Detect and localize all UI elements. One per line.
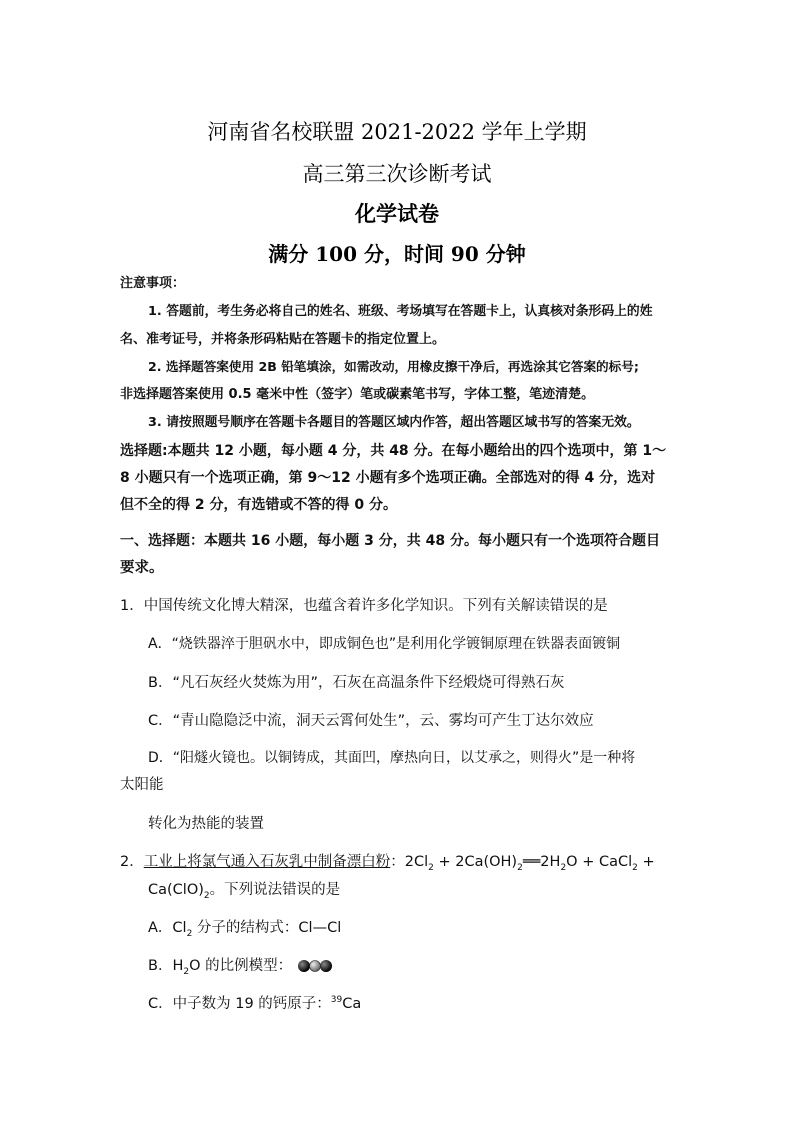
question-1-option-c: C．“青山隐隐泛中流，洞天云霄何处生”，云、雾均可产生丁达尔效应 (148, 713, 594, 729)
option-b-sub: 2 (183, 966, 190, 977)
option-b-part-2: O 的比例模型： (189, 958, 293, 974)
question-2-option-a (148, 916, 341, 939)
eq-part-3: 2H (540, 854, 561, 870)
eq-part-4: O + CaCl (566, 854, 633, 870)
stem-line-2-part-2: 。下列说法错误的是 (209, 882, 341, 898)
question-1-option-b: B．“凡石灰经火焚炼为用”，石灰在高温条件下经煅烧可得熟石灰 (148, 675, 565, 691)
question-2-stem-colon: ： (390, 854, 405, 870)
stem-line-2-sub: 2 (203, 890, 210, 901)
question-2-option-b (148, 954, 333, 977)
section-1-heading-cont: 要求。 (120, 560, 164, 576)
eq-part-5: + (637, 854, 655, 870)
eq-sub-4: 2 (632, 862, 638, 873)
question-1-option-d-line-2: 太阳能 (120, 777, 164, 793)
question-2-stem (120, 850, 655, 873)
option-a-part-1: A．Cl (148, 920, 187, 936)
eq-arrow: ══ (522, 854, 541, 870)
water-space-filling-model-icon (297, 958, 333, 974)
eq-part-1: 2Cl (404, 854, 429, 870)
eq-part-2: + 2Ca(OH) (433, 854, 518, 870)
eq-sub-3: 2 (560, 862, 567, 873)
question-1-option-a: A．“烧铁器淬于胆矾水中，即成铜色也”是利用化学镀铜原理在铁器表面镀铜 (148, 636, 621, 652)
notice-item-3: 3. 请按照题号顺序在答题卡各题目的答题区域内作答，超出答题区域书写的答案无效。 (148, 415, 640, 430)
question-1-stem: 1．中国传统文化博大精深，也蕴含着许多化学知识。下列有关解读错误的是 (120, 598, 608, 614)
option-c-part-1: C．中子数为 19 的钙原子： (148, 996, 331, 1012)
notice-item-1-line-2: 名、准考证号，并将条形码粘贴在答题卡的指定位置上。 (120, 332, 446, 347)
notice-item-2-line-1: 2. 选择题答案使用 2B 铅笔填涂，如需改动，用橡皮擦干净后，再选涂其它答案的标号; (148, 359, 639, 374)
notice-heading: 注意事项： (120, 276, 186, 291)
instructions-line-2: 8 小题只有一个选项正确，第 9～12 小题有多个选项正确。全部选对的得 4 分，选对 (120, 470, 656, 486)
title-line-1: 河南省名校联盟 2021-2022 学年上学期 (207, 120, 587, 144)
notice-item-2-line-2: 非选择题答案使用 0.5 毫米中性（签字）笔或碳素笔书写，字体工整，笔迹清楚。 (120, 387, 595, 402)
notice-item-1-line-1: 1. 答题前，考生务必将自己的姓名、班级、考场填写在答题卡上，认真核对条形码上的姓 (148, 304, 653, 319)
instructions-line-3: 但不全的得 2 分，有选错或不答的得 0 分。 (120, 497, 397, 513)
exam-subject-title: 化学试卷 (355, 201, 439, 226)
option-b-part-1: B．H (148, 958, 184, 974)
score-time-info: 满分 100 分，时间 90 分钟 (268, 242, 526, 266)
question-2-stem-underlined: 工业上将氯气通入石灰乳中制备漂白粉 (143, 854, 391, 870)
question-1-option-d-line-3: 转化为热能的装置 (148, 816, 264, 832)
option-c-mass-number: 39 (330, 995, 343, 1006)
stem-line-2-part-1: Ca(ClO) (148, 882, 204, 898)
option-a-sub: 2 (186, 928, 193, 939)
section-1-heading: 一、选择题：本题共 16 小题，每小题 3 分，共 48 分。每小题只有一个选项符合题目 (120, 533, 660, 549)
question-2-number: 2． (120, 854, 144, 870)
question-1-option-d-line-1: D．“阳燧火镜也。以铜铸成，其面凹，摩热向日，以艾承之，则得火”是一种将 (148, 750, 636, 766)
question-2-option-c (148, 992, 361, 1013)
instructions-line-1: 选择题:本题共 12 小题，每小题 4 分，共 48 分。在每小题给出的四个选项中，第 1～ (120, 443, 667, 459)
title-line-2: 高三第三次诊断考试 (302, 162, 492, 186)
eq-sub-2: 2 (517, 862, 523, 873)
option-a-part-2: 分子的结构式：Cl—Cl (192, 920, 342, 936)
question-2-stem-line-2 (148, 878, 340, 901)
eq-sub-1: 2 (428, 862, 434, 873)
option-c-part-2: Ca (342, 996, 362, 1012)
